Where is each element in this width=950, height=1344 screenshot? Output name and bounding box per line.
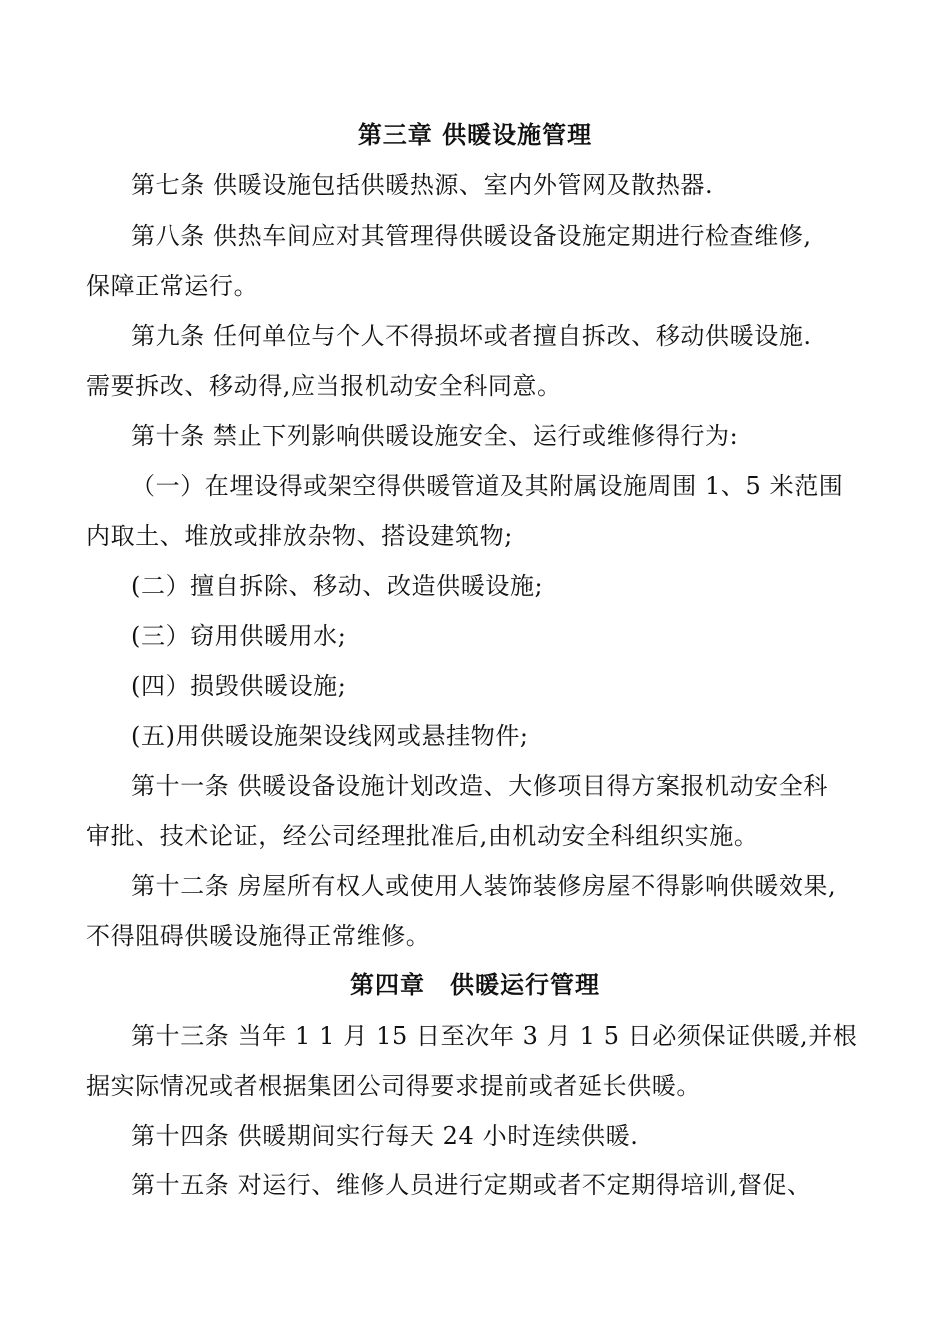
article-13-line-1: 第十三条 当年 1 1 月 15 日至次年 3 月 1 5 日必须保证供暖,并根 (131, 1022, 858, 1050)
article-14: 第十四条 供暖期间实行每天 24 小时连续供暖. (131, 1122, 639, 1150)
item-5: (五)用供暖设施架设线网或悬挂物件; (131, 722, 529, 750)
article-11-line-1: 第十一条 供暖设备设施计划改造、大修项目得方案报机动安全科 (131, 772, 829, 800)
chapter-3-heading: 第三章 供暖设施管理 (357, 120, 593, 149)
article-8-line-2: 保障正常运行。 (86, 272, 259, 300)
article-9-line-2: 需要拆改、移动得,应当报机动安全科同意。 (86, 372, 562, 400)
item-3: (三）窃用供暖用水; (131, 622, 347, 650)
article-10: 第十条 禁止下列影响供暖设施安全、运行或维修得行为: (131, 422, 739, 450)
chapter-4-heading: 第四章 供暖运行管理 (350, 970, 600, 999)
article-12-line-2: 不得阻碍供暖设施得正常维修。 (86, 922, 431, 950)
item-1-line-2: 内取土、堆放或排放杂物、搭设建筑物; (86, 522, 513, 550)
article-9-line-1: 第九条 任何单位与个人不得损坏或者擅自拆改、移动供暖设施. (131, 322, 812, 350)
article-7: 第七条 供暖设施包括供暖热源、室内外管网及散热器. (131, 171, 714, 199)
article-11-line-2: 审批、技术论证，经公司经理批准后,由机动安全科组织实施。 (86, 822, 759, 850)
article-12-line-1: 第十二条 房屋所有权人或使用人装饰装修房屋不得影响供暖效果, (131, 872, 837, 900)
item-4: (四）损毁供暖设施; (131, 672, 347, 700)
article-15-line-1: 第十五条 对运行、维修人员进行定期或者不定期得培训,督促、 (131, 1171, 812, 1199)
item-2: (二）擅自拆除、移动、改造供暖设施; (131, 572, 544, 600)
article-13-line-2: 据实际情况或者根据集团公司得要求提前或者延长供暖。 (86, 1072, 701, 1100)
article-8-line-1: 第八条 供热车间应对其管理得供暖设备设施定期进行检查维修, (131, 222, 812, 250)
item-1-line-1: （一）在埋设得或架空得供暖管道及其附属设施周围 1、5 米范围 (131, 472, 844, 500)
